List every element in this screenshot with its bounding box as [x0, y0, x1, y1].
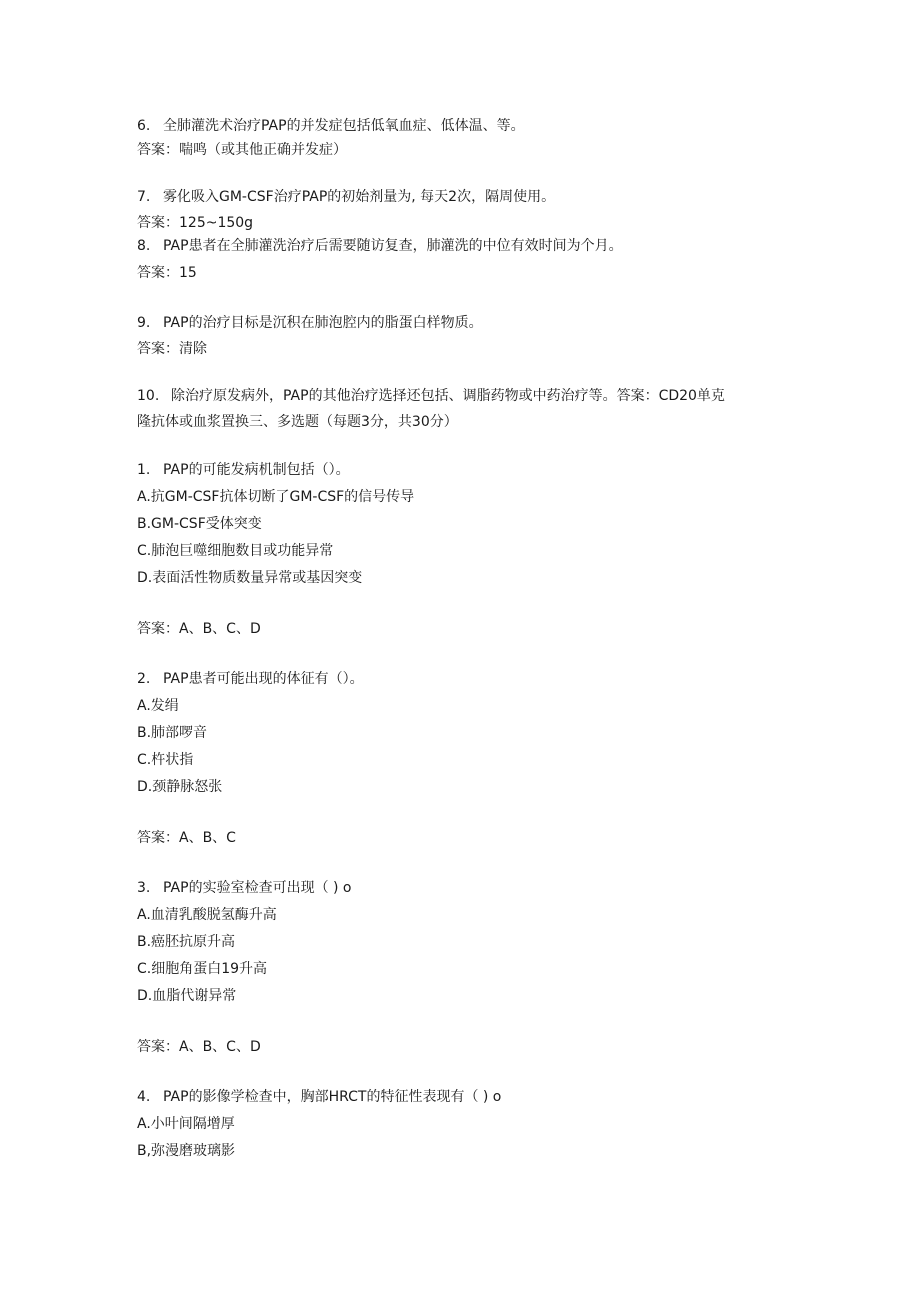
question-10: [137, 386, 725, 406]
option-a: A.小叶间隔增厚: [137, 1116, 235, 1132]
option-c: C.细胞角蛋白19升高: [137, 961, 268, 977]
answer-multi-3: 答案：A、B、C、D: [137, 1039, 261, 1055]
question-text: 全肺灌洗术治疗PAP的并发症包括低氧血症、低体温、等。: [163, 118, 525, 134]
question-number: 7.: [137, 189, 151, 205]
option-b: B,弥漫磨玻璃影: [137, 1143, 236, 1159]
question-number: 6.: [137, 118, 151, 134]
answer-6: 答案：喘鸣（或其他正确并发症）: [137, 142, 347, 158]
answer-9: 答案：清除: [137, 341, 207, 357]
question-number: 10.: [137, 388, 160, 404]
question-text: PAP的实验室检查可出现（ ) o: [163, 880, 352, 896]
answer-7: 答案：125~150g: [137, 215, 254, 231]
option-a: A.血清乳酸脱氢酶升高: [137, 907, 277, 923]
option-d: D.表面活性物质数量异常或基因突变: [137, 570, 363, 586]
question-8: [137, 236, 623, 256]
question-number: 8.: [137, 238, 151, 254]
multi-question-1: [137, 460, 350, 480]
question-text: PAP的影像学检查中，胸部HRCT的特征性表现有（ ) o: [163, 1089, 502, 1105]
option-b: B.肺部啰音: [137, 725, 208, 741]
question-text: 除治疗原发病外，PAP的其他治疗选择还包括、调脂药物或中药治疗等。答案：CD20单克: [171, 388, 725, 404]
multi-question-2: [137, 669, 364, 689]
question-number: 4.: [137, 1089, 151, 1105]
question-number: 2.: [137, 671, 151, 687]
option-d: D.血脂代谢异常: [137, 988, 237, 1004]
option-a: A.抗GM-CSF抗体切断了GM-CSF的信号传导: [137, 489, 415, 505]
option-a: A.发绢: [137, 698, 179, 714]
answer-8: 答案：15: [137, 265, 197, 281]
question-6: [137, 116, 525, 136]
question-text: PAP患者在全肺灌洗治疗后需要随访复查，肺灌洗的中位有效时间为个月。: [163, 238, 623, 254]
question-text: PAP患者可能出现的体征有（）。: [163, 671, 364, 687]
question-7: [137, 187, 555, 207]
question-number: 1.: [137, 462, 151, 478]
question-number: 9.: [137, 315, 151, 331]
question-text: PAP的治疗目标是沉积在肺泡腔内的脂蛋白样物质。: [163, 315, 483, 331]
multi-question-3: [137, 878, 352, 898]
answer-multi-1: 答案：A、B、C、D: [137, 621, 261, 637]
question-text: 雾化吸入GM-CSF治疗PAP的初始剂量为, 每天2次，隔周使用。: [163, 189, 556, 205]
question-9: [137, 313, 483, 333]
option-d: D.颈静脉怒张: [137, 779, 223, 795]
answer-multi-2: 答案：A、B、C: [137, 830, 236, 846]
question-number: 3.: [137, 880, 151, 896]
option-c: C.肺泡巨噬细胞数目或功能异常: [137, 543, 334, 559]
multi-question-4: [137, 1087, 501, 1107]
question-text: PAP的可能发病机制包括（）。: [163, 462, 350, 478]
option-c: C.杵状指: [137, 752, 194, 768]
option-b: B.GM-CSF受体突变: [137, 516, 262, 532]
option-b: B.癌胚抗原升高: [137, 934, 236, 950]
question-10-continued: 隆抗体或血浆置换三、多选题（每题3分，共30分）: [137, 414, 458, 430]
